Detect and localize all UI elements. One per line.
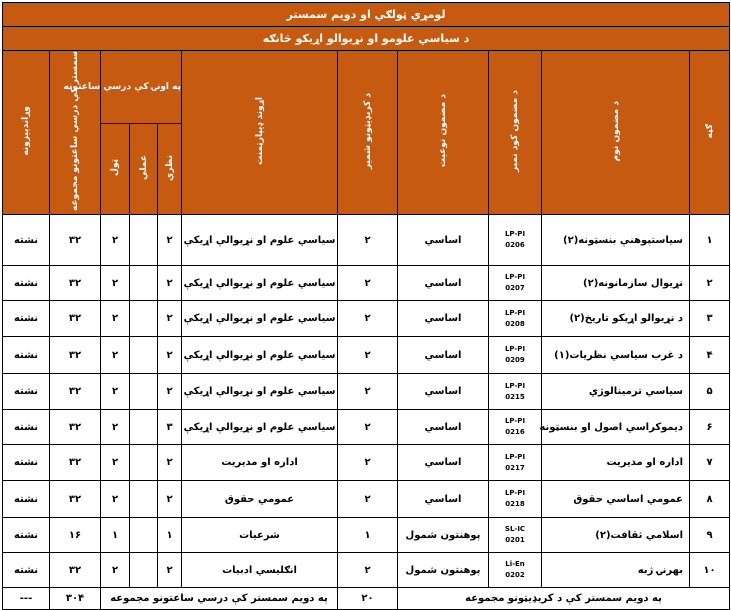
totals-row — [3, 588, 730, 610]
subject-hours: ۳۲ — [50, 374, 101, 410]
table-row — [3, 553, 730, 588]
code-number: 0207 — [505, 284, 525, 293]
subject-hours: ۳۲ — [50, 553, 101, 588]
subject-dept: سیاسي علوم او نړیوالې اړیکې — [182, 337, 338, 374]
code-number: 0201 — [505, 536, 525, 545]
title-row-1 — [3, 3, 730, 27]
title-row-2 — [3, 27, 730, 51]
subject-code — [489, 337, 542, 374]
table-subtitle: د سیاسي علومو او نړیوالو اړیکو څانګه — [3, 27, 730, 51]
subject-practical — [130, 266, 158, 301]
credits-total-value: ۲۰ — [338, 588, 398, 610]
subject-hours: ۱۶ — [50, 518, 101, 553]
header-credits: د کریډیټونو شمیر — [338, 51, 398, 215]
subject-type: اساسي — [398, 481, 489, 518]
subject-theory: ۲ — [158, 481, 182, 518]
subject-hours: ۳۲ — [50, 301, 101, 337]
subject-total: ۲ — [101, 337, 130, 374]
subject-credits: ۲ — [338, 374, 398, 410]
subject-type: پوهنتون شمول — [398, 518, 489, 553]
code-prefix: LP-PI — [504, 381, 526, 390]
subject-code — [489, 374, 542, 410]
table-title: لومړي ټولګي او دویم سمستر — [3, 3, 730, 27]
subject-prereq: نشته — [3, 215, 50, 266]
subject-hours: ۳۲ — [50, 410, 101, 445]
table-row — [3, 374, 730, 410]
subject-type: اساسي — [398, 301, 489, 337]
subject-prereq: نشته — [3, 553, 50, 588]
subject-name: اداره او مدیریت — [542, 445, 690, 481]
subject-code — [489, 445, 542, 481]
hours-total-label: په دویم سمستر کې درسي ساعتونو مجموعه — [101, 588, 338, 610]
subject-name: د غرب سیاسي نظریات(۱) — [542, 337, 690, 374]
row-num: ۳ — [690, 301, 730, 337]
subject-theory: ۳ — [158, 410, 182, 445]
subject-theory: ۲ — [158, 215, 182, 266]
row-num: ۸ — [690, 481, 730, 518]
subject-credits: ۲ — [338, 410, 398, 445]
code-number: 0215 — [505, 392, 525, 401]
subject-code — [489, 215, 542, 266]
subject-total: ۲ — [101, 266, 130, 301]
subject-total: ۲ — [101, 410, 130, 445]
code-number: 0218 — [505, 500, 525, 509]
row-num: ۹ — [690, 518, 730, 553]
subject-total: ۲ — [101, 481, 130, 518]
subject-credits: ۲ — [338, 301, 398, 337]
subject-type: اساسي — [398, 410, 489, 445]
table-row — [3, 481, 730, 518]
code-prefix: LP-PI — [504, 452, 526, 461]
subject-name: اسلامي ثقافت(۲) — [542, 518, 690, 553]
subject-type: اساسي — [398, 215, 489, 266]
subject-type: اساسي — [398, 374, 489, 410]
subject-code — [489, 410, 542, 445]
row-num: ۶ — [690, 410, 730, 445]
subject-practical — [130, 481, 158, 518]
subject-type: اساسي — [398, 445, 489, 481]
header-row — [3, 51, 730, 124]
subject-name: د نړیوالو اړیکو تاریخ(۲) — [542, 301, 690, 337]
code-prefix: LP-PI — [504, 417, 526, 426]
header-semester-hours: سمستر کې درسي ساعتونو مجموعه — [50, 51, 101, 215]
subject-prereq: نشته — [3, 445, 50, 481]
row-num: ۱۰ — [690, 553, 730, 588]
subject-code — [489, 301, 542, 337]
subject-dept: سیاسي علوم او نړیوالې اړیکې — [182, 410, 338, 445]
code-number: 0208 — [505, 319, 525, 328]
subject-name: نړیوال سازمانونه(۲) — [542, 266, 690, 301]
subject-theory: ۲ — [158, 337, 182, 374]
subject-credits: ۲ — [338, 553, 398, 588]
header-dept: اړوند ډیپارټمنت — [182, 51, 338, 215]
subject-hours: ۳۲ — [50, 481, 101, 518]
hours-total-value: ۳۰۴ — [50, 588, 101, 610]
subject-dept: سیاسي علوم او نړیوالې اړیکې — [182, 301, 338, 337]
table-row — [3, 337, 730, 374]
subject-practical — [130, 518, 158, 553]
header-type: د مضمون نوعیت — [398, 51, 489, 215]
code-prefix: Li-En — [505, 560, 525, 569]
code-number: 0202 — [505, 571, 525, 580]
header-practical: عملي — [130, 124, 158, 215]
subject-code — [489, 266, 542, 301]
subject-dept: اداره او مدیریت — [182, 445, 338, 481]
subject-name: بهرنۍ ژبه — [542, 553, 690, 588]
subject-theory: ۲ — [158, 266, 182, 301]
header-theory: نظري — [158, 124, 182, 215]
subject-hours: ۳۲ — [50, 215, 101, 266]
header-prereq: وړاندېیزونه — [3, 51, 50, 215]
subject-type: اساسي — [398, 266, 489, 301]
table-row — [3, 266, 730, 301]
row-num: ۴ — [690, 337, 730, 374]
header-code: د مضمون کود نمبر — [489, 51, 542, 215]
code-number: 0217 — [505, 463, 525, 472]
subject-credits: ۲ — [338, 481, 398, 518]
subject-name: دیموکراسي اصول او بنسټونه — [542, 410, 690, 445]
header-weekly: په اونۍ کې درسي ساعتونه — [101, 51, 182, 124]
subject-dept: عمومي حقوق — [182, 481, 338, 518]
subject-prereq: نشته — [3, 481, 50, 518]
row-num: ۲ — [690, 266, 730, 301]
subject-hours: ۳۲ — [50, 337, 101, 374]
subject-prereq: نشته — [3, 374, 50, 410]
code-prefix: SL-IC — [504, 525, 526, 534]
code-prefix: LP-PI — [504, 489, 526, 498]
subject-code — [489, 553, 542, 588]
subject-prereq: نشته — [3, 410, 50, 445]
code-number: 0209 — [505, 356, 525, 365]
subject-credits: ۲ — [338, 215, 398, 266]
code-number: 0206 — [505, 241, 525, 250]
subject-theory: ۲ — [158, 553, 182, 588]
code-prefix: LP-PI — [504, 308, 526, 317]
subject-credits: ۲ — [338, 337, 398, 374]
credits-total-label: په دویم سمستر کې د کریډیټونو مجموعه — [398, 588, 730, 610]
subject-practical — [130, 337, 158, 374]
subject-total: ۲ — [101, 301, 130, 337]
subject-practical — [130, 215, 158, 266]
subject-prereq: نشته — [3, 518, 50, 553]
table-row — [3, 215, 730, 266]
subject-prereq: نشته — [3, 301, 50, 337]
subject-name: عمومي اساسي حقوق — [542, 481, 690, 518]
prereq-total: --- — [3, 588, 50, 610]
subject-theory: ۲ — [158, 301, 182, 337]
subject-code — [489, 518, 542, 553]
header-total: ټول — [101, 124, 130, 215]
subject-type: اساسي — [398, 337, 489, 374]
subject-hours: ۳۲ — [50, 266, 101, 301]
subject-theory: ۲ — [158, 445, 182, 481]
subject-prereq: نشته — [3, 266, 50, 301]
code-number: 0216 — [505, 428, 525, 437]
table-row — [3, 301, 730, 337]
subject-total: ۲ — [101, 553, 130, 588]
code-prefix: LP-PI — [504, 345, 526, 354]
subject-practical — [130, 445, 158, 481]
table-row — [3, 410, 730, 445]
subject-practical — [130, 553, 158, 588]
subject-total: ۱ — [101, 518, 130, 553]
row-num: ۷ — [690, 445, 730, 481]
table-row — [3, 518, 730, 553]
row-num: ۱ — [690, 215, 730, 266]
subject-dept: انګلیسي ادبیات — [182, 553, 338, 588]
table-row — [3, 445, 730, 481]
subject-theory: ۲ — [158, 374, 182, 410]
subject-prereq: نشته — [3, 337, 50, 374]
header-num: ګڼه — [690, 51, 730, 215]
subject-total: ۲ — [101, 215, 130, 266]
subject-credits: ۲ — [338, 266, 398, 301]
subject-practical — [130, 374, 158, 410]
subject-total: ۲ — [101, 445, 130, 481]
subject-dept: سیاسي علوم او نړیوالې اړیکې — [182, 215, 338, 266]
subject-credits: ۱ — [338, 518, 398, 553]
subject-name: سیاستپوهنې بنسټونه(۲) — [542, 215, 690, 266]
code-prefix: LP-PI — [504, 230, 526, 239]
subject-total: ۲ — [101, 374, 130, 410]
subject-type: پوهنتون شمول — [398, 553, 489, 588]
subject-dept: سیاسي علوم او نړیوالې اړیکې — [182, 374, 338, 410]
subject-name: سیاسي ترمینالوژي — [542, 374, 690, 410]
subject-hours: ۳۲ — [50, 445, 101, 481]
code-prefix: LP-PI — [504, 273, 526, 282]
header-name: د مضمون نوم — [542, 51, 690, 215]
row-num: ۵ — [690, 374, 730, 410]
subject-practical — [130, 301, 158, 337]
curriculum-table — [2, 2, 730, 610]
subject-theory: ۱ — [158, 518, 182, 553]
subject-code — [489, 481, 542, 518]
subject-dept: سیاسي علوم او نړیوالې اړیکې — [182, 266, 338, 301]
subject-dept: شرعیات — [182, 518, 338, 553]
subject-practical — [130, 410, 158, 445]
subject-credits: ۲ — [338, 445, 398, 481]
